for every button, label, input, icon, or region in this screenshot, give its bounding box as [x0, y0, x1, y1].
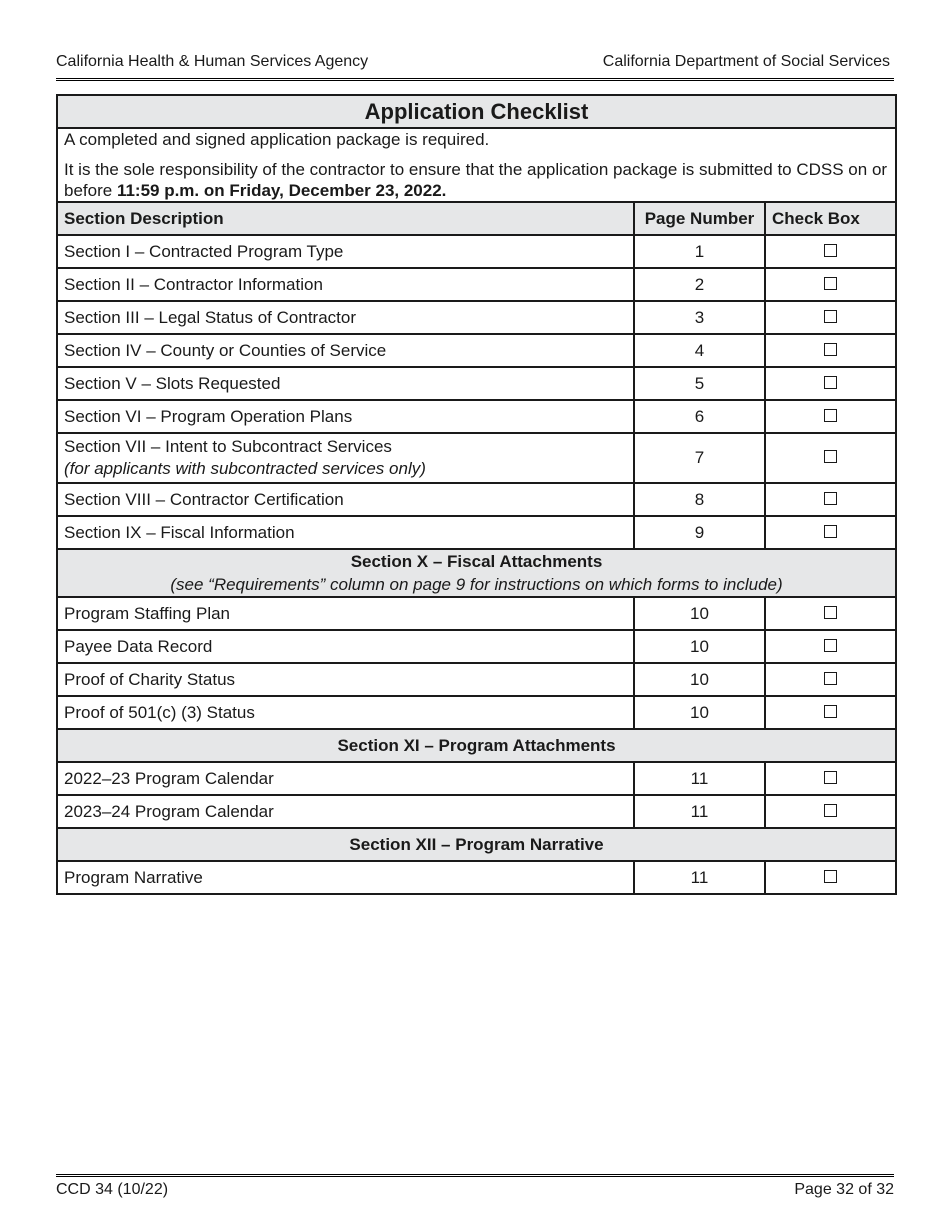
checkbox[interactable] — [824, 310, 837, 323]
page-indicator: Page 32 of 32 — [794, 1181, 894, 1198]
checkbox[interactable] — [824, 606, 837, 619]
page-number: 10 — [634, 696, 765, 729]
table-row — [57, 795, 896, 828]
section-note: (for applicants with subcontracted services only) — [64, 459, 426, 478]
application-checklist-table — [56, 94, 897, 895]
section-description: Section VI – Program Operation Plans — [57, 400, 634, 433]
section-label: Section VII – Intent to Subcontract Services — [64, 437, 392, 456]
page-number: 1 — [634, 235, 765, 268]
attachment-description: 2022–23 Program Calendar — [57, 762, 634, 795]
checkbox[interactable] — [824, 672, 837, 685]
program-narrative-heading: Section XII – Program Narrative — [57, 828, 896, 861]
section-description: Section II – Contractor Information — [57, 268, 634, 301]
checkbox[interactable] — [824, 244, 837, 257]
table-row — [57, 663, 896, 696]
department-name: California Department of Social Services — [602, 53, 890, 70]
attachment-description: Program Narrative — [57, 861, 634, 894]
attachment-description: Payee Data Record — [57, 630, 634, 663]
checklist-intro-row — [57, 128, 896, 202]
checkbox[interactable] — [824, 376, 837, 389]
form-id: CCD 34 (10/22) — [56, 1181, 169, 1198]
fiscal-attachments-heading-row — [57, 549, 896, 597]
submission-deadline: 11:59 p.m. on Friday, December 23, 2022. — [116, 181, 447, 200]
page-number: 5 — [634, 367, 765, 400]
page-number: 10 — [634, 663, 765, 696]
attachment-description: 2023–24 Program Calendar — [57, 795, 634, 828]
footer-divider — [56, 1174, 894, 1177]
page-footer — [56, 1180, 894, 1200]
intro-responsibility-paragraph — [64, 159, 889, 201]
checkbox[interactable] — [824, 771, 837, 784]
table-row — [57, 483, 896, 516]
section-description: Section VIII – Contractor Certification — [57, 483, 634, 516]
page-number: 3 — [634, 301, 765, 334]
program-attachments-heading: Section XI – Program Attachments — [57, 729, 896, 762]
section-description: Section III – Legal Status of Contractor — [57, 301, 634, 334]
table-row — [57, 400, 896, 433]
page-number: 11 — [634, 762, 765, 795]
table-row — [57, 696, 896, 729]
page-number: 2 — [634, 268, 765, 301]
checklist-title: Application Checklist — [57, 95, 896, 128]
intro-required-text: A completed and signed application package is required. — [64, 130, 490, 149]
section-description: Section IX – Fiscal Information — [57, 516, 634, 549]
page-number: 11 — [634, 861, 765, 894]
program-narrative-heading-row — [57, 828, 896, 861]
table-row — [57, 268, 896, 301]
attachment-description: Proof of 501(c) (3) Status — [57, 696, 634, 729]
fiscal-attachments-note: (see “Requirements” column on page 9 for instructions on which forms to include) — [170, 575, 783, 594]
checkbox[interactable] — [824, 705, 837, 718]
checkbox[interactable] — [824, 870, 837, 883]
checkbox[interactable] — [824, 343, 837, 356]
section-description: Section I – Contracted Program Type — [57, 235, 634, 268]
table-row — [57, 630, 896, 663]
header-divider — [56, 78, 894, 81]
column-header-check: Check Box — [765, 202, 896, 235]
page-number: 10 — [634, 597, 765, 630]
table-row — [57, 762, 896, 795]
program-attachments-heading-row — [57, 729, 896, 762]
section-description: Section V – Slots Requested — [57, 367, 634, 400]
attachment-description: Program Staffing Plan — [57, 597, 634, 630]
intro-responsibility-text: It is the sole responsibility of the contractor to ensure that the application package is submitted to CDSS on or before — [64, 160, 888, 200]
column-header-page: Page Number — [634, 202, 765, 235]
page-header — [56, 52, 890, 72]
table-row — [57, 235, 896, 268]
fiscal-attachments-heading: Section X – Fiscal Attachments — [350, 552, 603, 571]
checkbox[interactable] — [824, 525, 837, 538]
table-row — [57, 597, 896, 630]
attachment-description: Proof of Charity Status — [57, 663, 634, 696]
page-number: 4 — [634, 334, 765, 367]
checklist-title-row — [57, 95, 896, 128]
table-row — [57, 516, 896, 549]
column-header-description: Section Description — [57, 202, 634, 235]
column-header-row — [57, 202, 896, 235]
page-number: 11 — [634, 795, 765, 828]
section-description — [57, 433, 634, 483]
checkbox[interactable] — [824, 492, 837, 505]
table-row — [57, 334, 896, 367]
checkbox[interactable] — [824, 277, 837, 290]
agency-name: California Health & Human Services Agency — [56, 53, 369, 70]
checkbox[interactable] — [824, 450, 837, 463]
table-row — [57, 367, 896, 400]
checkbox[interactable] — [824, 804, 837, 817]
checkbox[interactable] — [824, 639, 837, 652]
section-description: Section IV – County or Counties of Service — [57, 334, 634, 367]
page-number: 10 — [634, 630, 765, 663]
page-number: 9 — [634, 516, 765, 549]
table-row — [57, 433, 896, 483]
checkbox[interactable] — [824, 409, 837, 422]
page-number: 8 — [634, 483, 765, 516]
table-row — [57, 861, 896, 894]
table-row — [57, 301, 896, 334]
checklist-intro — [57, 128, 896, 202]
page-number: 6 — [634, 400, 765, 433]
page-number: 7 — [634, 433, 765, 483]
